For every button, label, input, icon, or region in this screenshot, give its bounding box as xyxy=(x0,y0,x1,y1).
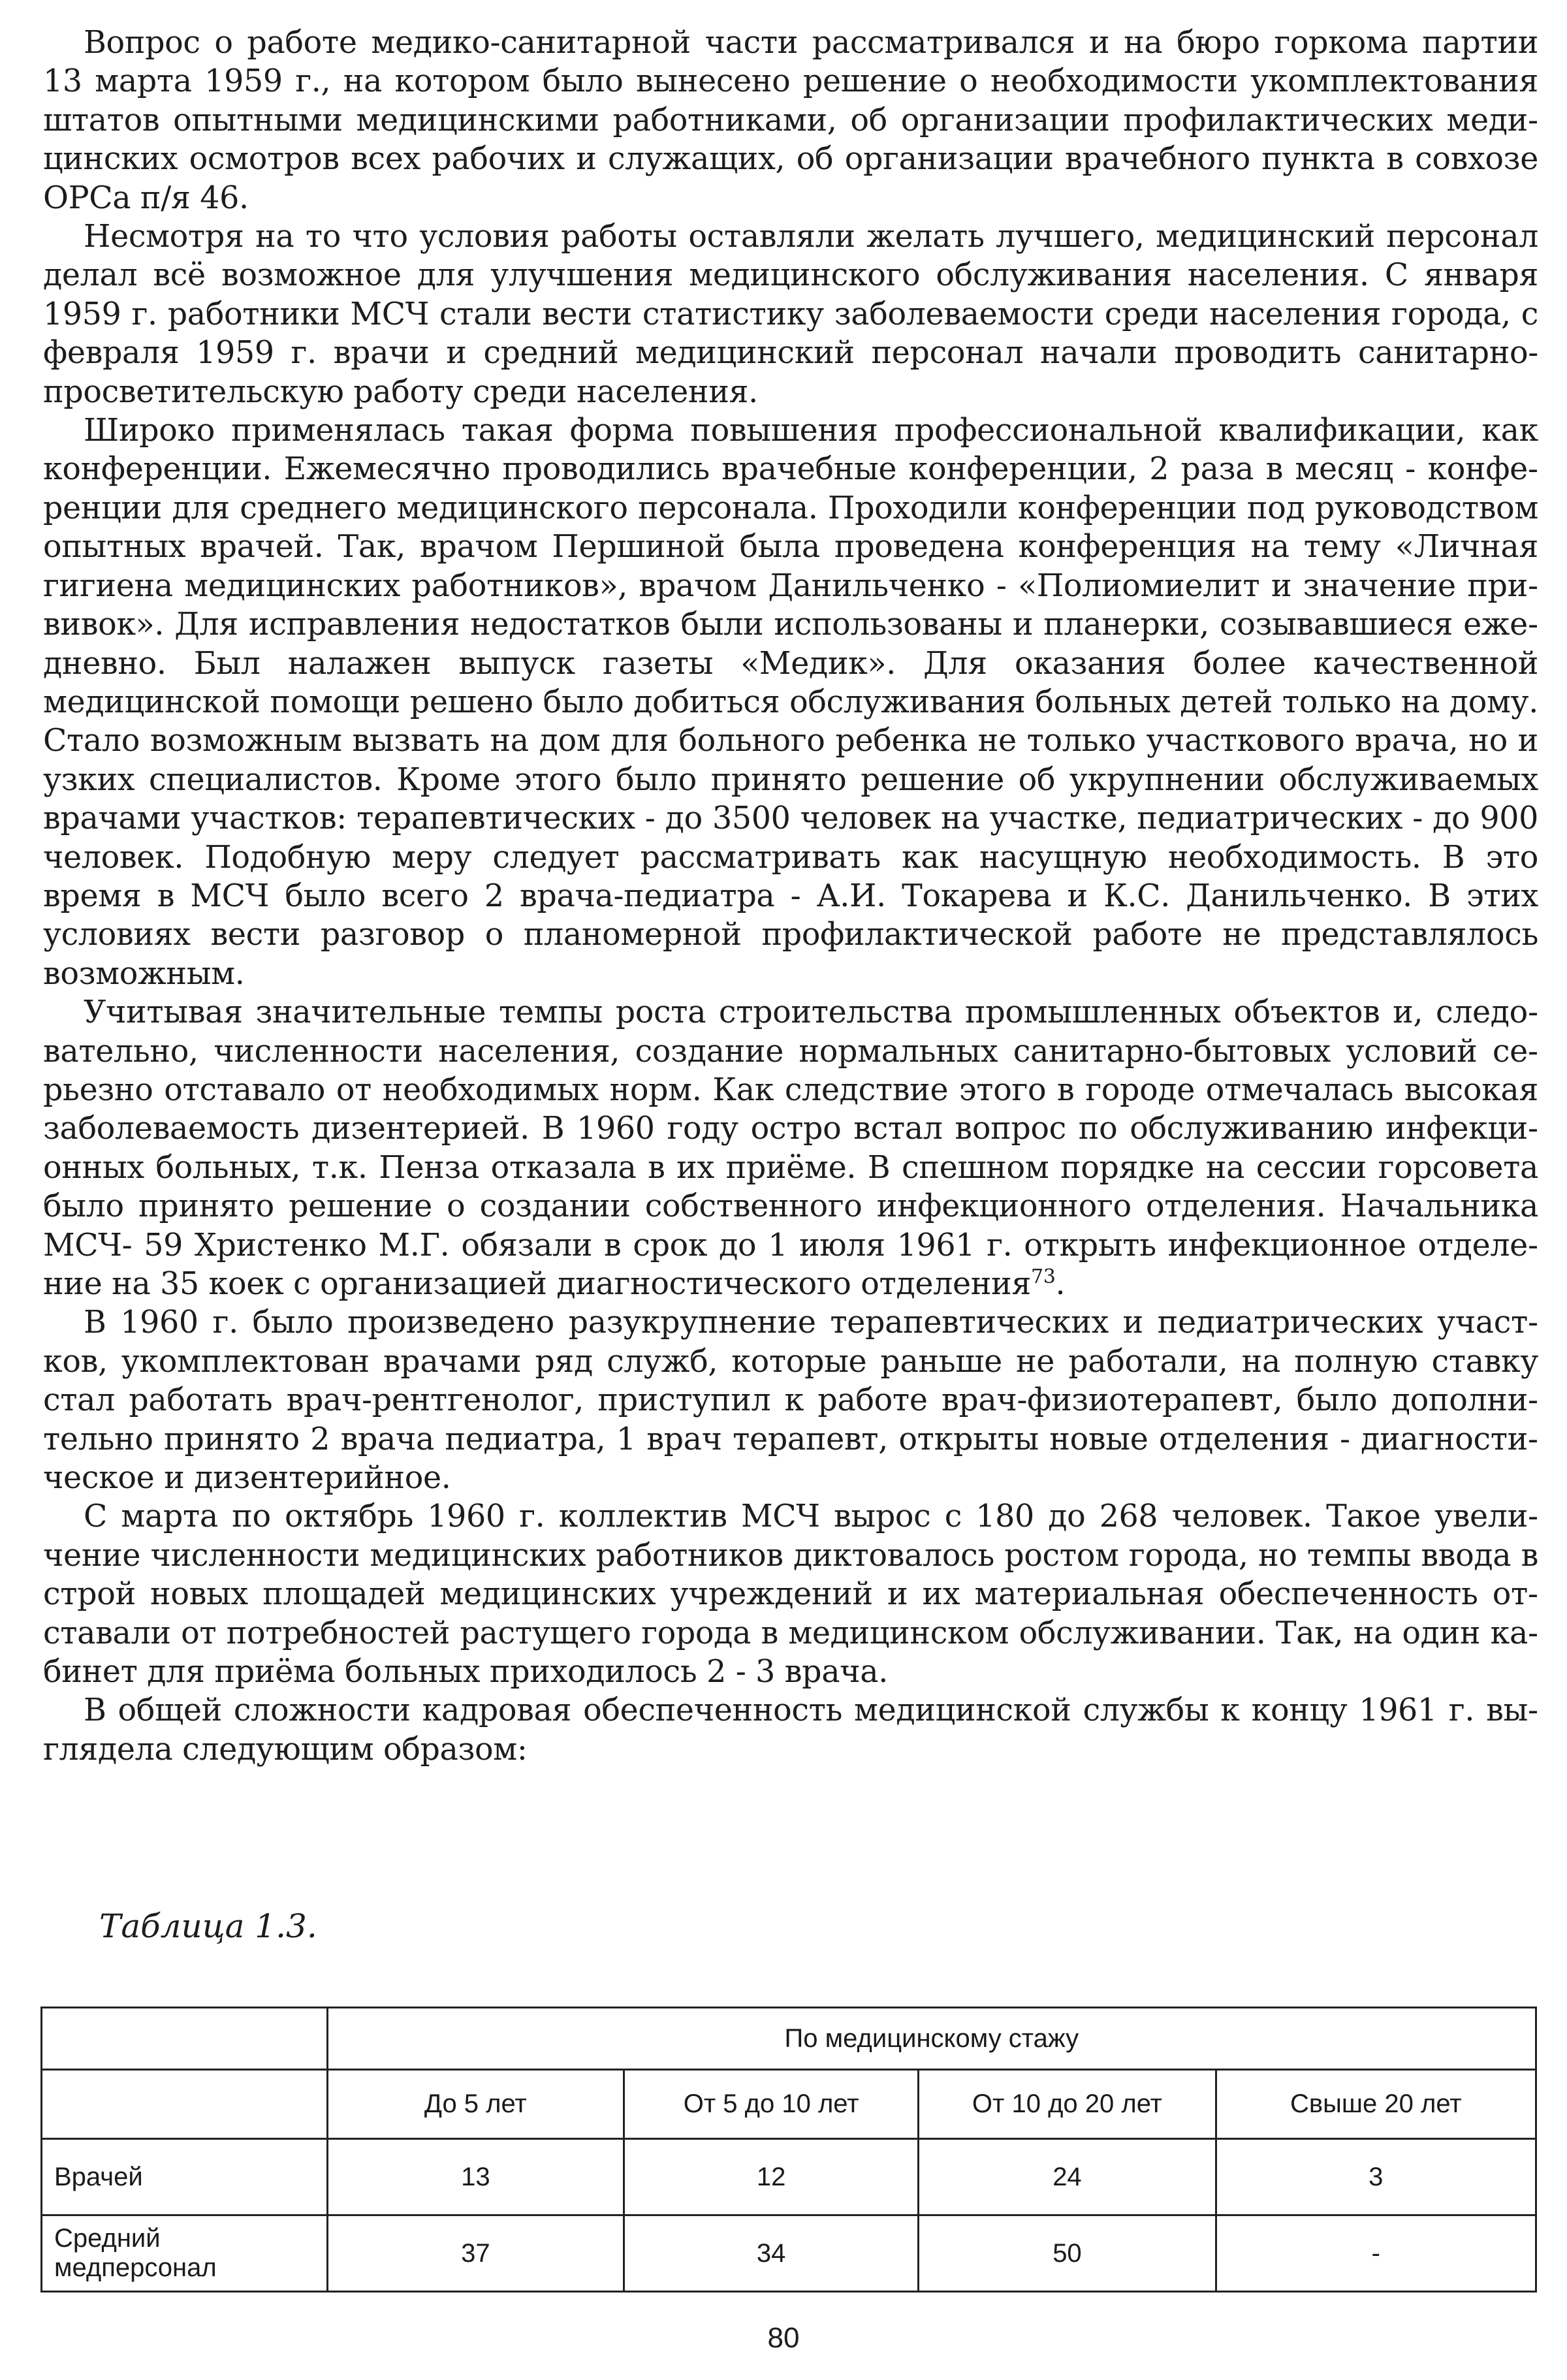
table-cell: - xyxy=(1216,2215,1536,2292)
column-header: От 10 до 20 лет xyxy=(919,2070,1216,2139)
group-header-cell: По медицинскому стажу xyxy=(327,2008,1536,2070)
table-row xyxy=(42,2139,1536,2215)
body-text xyxy=(43,24,1538,1769)
paragraph-text: Учитывая значительные темпы роста строительства промышленных объектов и, следовательно, численности населения, создание нормальных санитарно-бытовых условий серьезно отставало от необходимых норм. Как следствие этого в городе отмечалась высокая заболеваемость дизентерией. В 1960 году остро встал вопрос по обслуживанию инфекционных больных, т.к. Пенза отказала в их приёме. В спешном порядке на сессии горсовета было принято решение о создании собственного инфекционного отделения. Начальника МСЧ- 59 Христенко М.Г. обязали в срок до 1 июля 1961 г. открыть инфекционное отделение на 35 коек с организацией диагностического отделения xyxy=(43,994,1538,1302)
footnote-marker[interactable]: 73 xyxy=(1030,1265,1056,1289)
table-corner-cell xyxy=(42,2008,328,2070)
paragraph-with-footnote xyxy=(43,993,1538,1303)
table-cell: 13 xyxy=(327,2139,624,2215)
paragraph: Несмотря на то что условия работы оставляли желать лучшего, медицинский персонал делал всё возможное для улучшения медицинского обслуживания населения. С января 1959 г. работники МСЧ стали вести статистику заболеваемости среди населения города, с февраля 1959 г. врачи и средний медицинский персонал начали проводить санитарно-просветительскую работу среди населения. xyxy=(43,219,1538,410)
table-cell: 12 xyxy=(624,2139,918,2215)
column-header: До 5 лет xyxy=(327,2070,624,2139)
column-header: Свыше 20 лет xyxy=(1216,2070,1536,2139)
table-cell: 34 xyxy=(624,2215,918,2292)
table-header-row xyxy=(42,2008,1536,2070)
column-header: От 5 до 10 лет xyxy=(624,2070,918,2139)
paragraph: С марта по октябрь 1960 г. коллектив МСЧ вырос с 180 до 268 человек. Такое увеличение численности медицинских работников диктовалось ростом города, но темпы ввода в строй новых площадей медицинских учреждений и их материальная обеспеченность отставали от потребностей растущего города в медицинском обслуживании. Так, на один кабинет для приёма больных приходилось 2 - 3 врача. xyxy=(43,1499,1538,1690)
table-empty-cell xyxy=(42,2070,328,2139)
table-caption: Таблица 1.3. xyxy=(99,1907,317,1945)
table-row xyxy=(42,2215,1536,2292)
paragraph: Широко применялась такая форма повышения профессиональной квалификации, как конференции. Ежемесячно проводились врачебные конференции, 2 раза в месяц - конференции для среднего медицинского персонала. Проходили конференции под руководством опытных врачей. Так, врачом Першиной была проведена конференция на тему «Личная гигиена медицинских работников», врачом Данильченко - «Полиомиелит и значение прививок». Для исправления недостатков были использованы и планерки, созывавшиеся ежедневно. Был налажен выпуск газеты «Медик». Для оказания более качественной медицинской помощи решено было добиться обслуживания больных детей только на дому. Стало возможным вызвать на дом для больного ребенка не только участкового врача, но и узких специалистов. Кроме этого было принято решение об укрупнении обслуживаемых врачами участков: терапевтических - до 3500 человек на участке, педиатрических - до 900 человек. Подобную меру следует рассматривать как насущную необходимость. В это время в МСЧ было всего 2 врача-педиатра - А.И. Токарева и К.С. Данильченко. В этих условиях вести разговор о планомерной профилактической работе не представлялось возможным. xyxy=(43,413,1538,992)
row-label: Средний медперсонал xyxy=(42,2215,328,2292)
paragraph: В 1960 г. было произведено разукрупнение терапевтических и педиатрических участков, укомплектован врачами ряд служб, которые раньше не работали, на полную ставку стал работать врач-рентгенолог, приступил к работе врач-физиотерапевт, было дополнительно принято 2 врача педиатра, 1 врач терапевт, открыты новые отделения - диагностическое и дизентерийное. xyxy=(43,1305,1538,1497)
table-cell: 3 xyxy=(1216,2139,1536,2215)
table-cell: 50 xyxy=(919,2215,1216,2292)
paragraph: Вопрос о работе медико-санитарной части рассматривался и на бюро горкома партии 13 марта 1959 г., на котором было вынесено решение о необходимости укомплектования штатов опытными медицинскими работниками, об организации профилактических медицинских осмотров всех рабочих и служащих, об организации врачебного пункта в совхозе ОРСа п/я 46. xyxy=(43,25,1538,216)
staff-table xyxy=(40,2007,1537,2293)
row-label: Врачей xyxy=(42,2139,328,2215)
paragraph: В общей сложности кадровая обеспеченность медицинской службы к концу 1961 г. выглядела следующим образом: xyxy=(43,1692,1538,1768)
table-cell: 37 xyxy=(327,2215,624,2292)
paragraph-end: . xyxy=(1055,1266,1066,1302)
page-number: 80 xyxy=(767,2322,800,2354)
table-subheader-row xyxy=(42,2070,1536,2139)
table-cell: 24 xyxy=(919,2139,1216,2215)
